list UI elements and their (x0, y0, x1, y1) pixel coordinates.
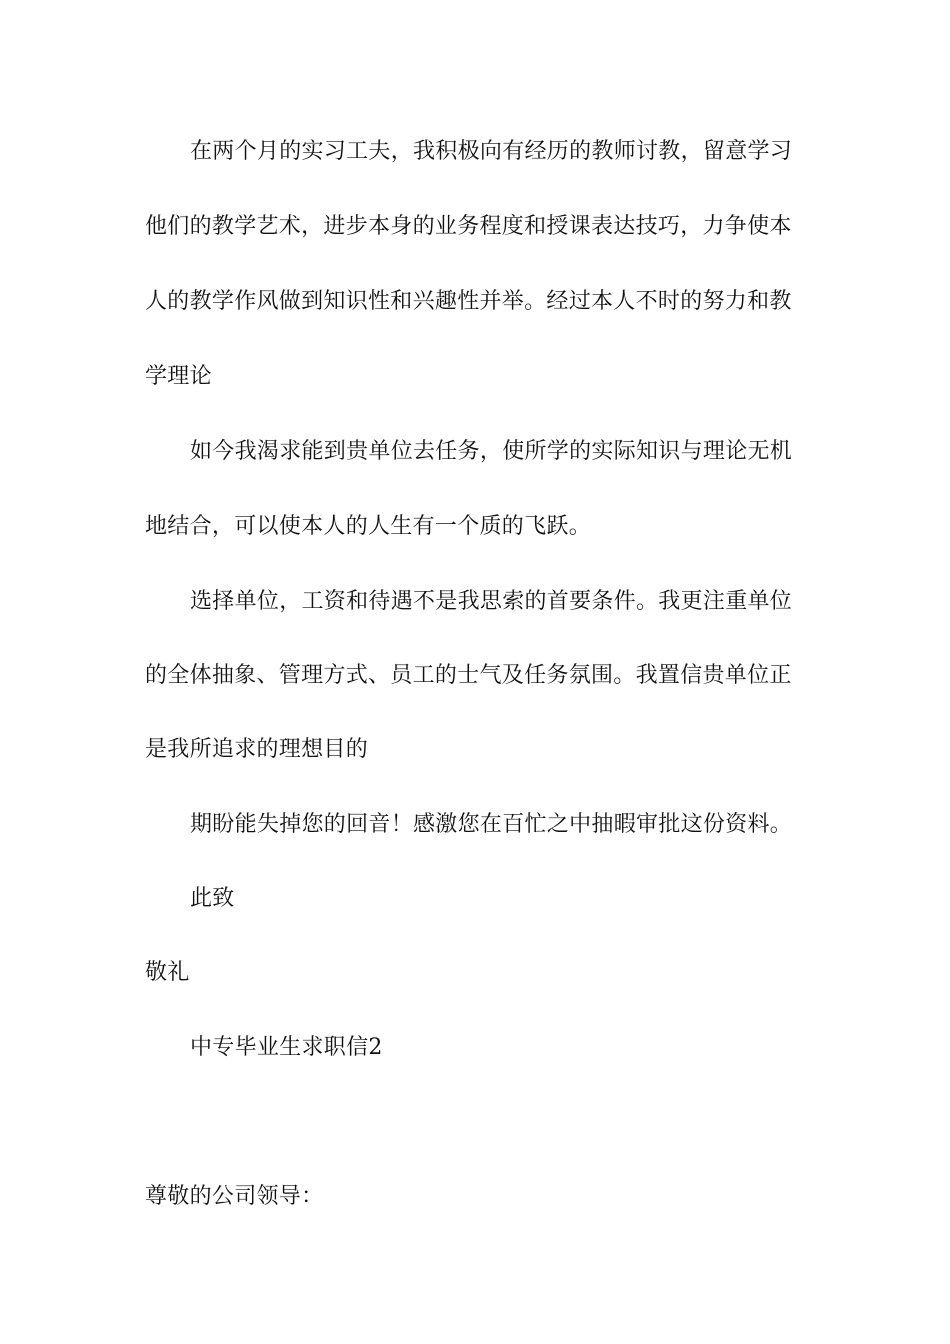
salute-text: 敬礼 (145, 960, 190, 985)
paragraph-3-line-2: 的全体抽象、管理方式、员工的士气及任务氛围。我置信贵单位正 (145, 663, 792, 688)
section-title: 中专毕业生求职信2 (190, 1035, 383, 1060)
paragraph-4-line-1: 期盼能失掉您的回音！感激您在百忙之中抽暇审批这份资料。 (190, 812, 793, 837)
closing-text: 此致 (190, 886, 235, 911)
paragraph-2-line-1: 如今我渴求能到贵单位去任务，使所学的实际知识与理论无机 (190, 439, 793, 464)
paragraph-1-line-1: 在两个月的实习工夫，我积极向有经历的教师讨教，留意学习 (190, 139, 793, 164)
paragraph-1-line-4: 学理论 (145, 364, 212, 389)
paragraph-1-line-3: 人的教学作风做到知识性和兴趣性并举。经过本人不时的努力和教 (145, 289, 792, 314)
greeting-text: 尊敬的公司领导： (145, 1184, 324, 1209)
paragraph-3-line-3: 是我所追求的理想目的 (145, 737, 369, 762)
paragraph-1-line-2: 他们的教学艺术，进步本身的业务程度和授课表达技巧，力争使本 (145, 214, 792, 239)
paragraph-3-line-1: 选择单位，工资和待遇不是我思索的首要条件。我更注重单位 (190, 589, 793, 614)
paragraph-2-line-2: 地结合，可以使本人的人生有一个质的飞跃。 (145, 514, 592, 539)
